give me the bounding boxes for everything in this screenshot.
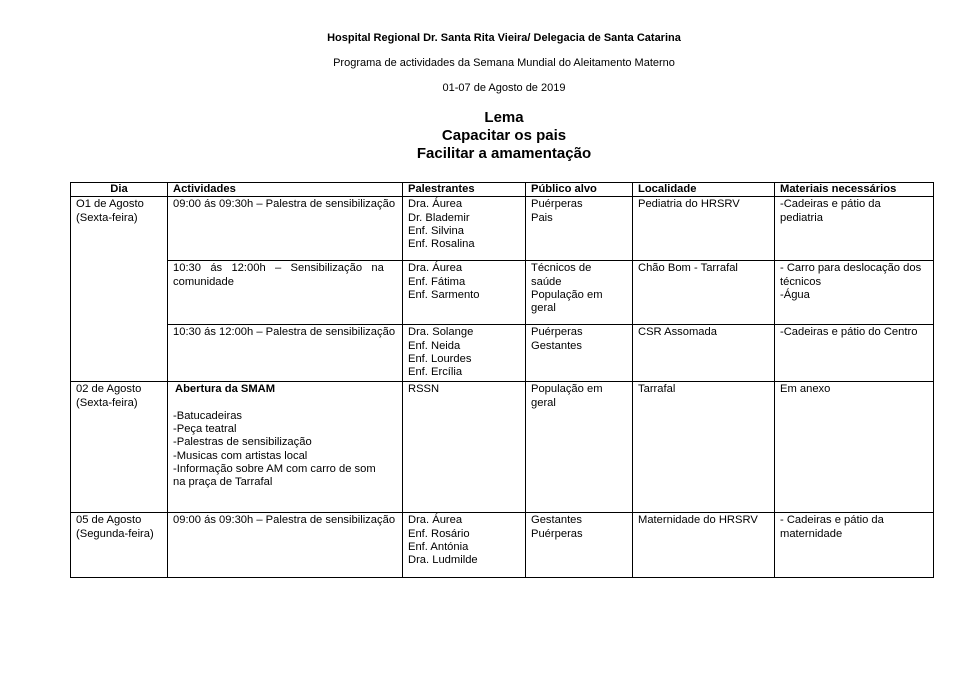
- location-cell: [633, 382, 775, 513]
- day-cell: [71, 513, 168, 578]
- materials-item: Em anexo: [780, 383, 831, 396]
- location-text: Maternidade do HRSRV: [638, 514, 758, 527]
- audience-item: Pais: [531, 211, 553, 224]
- program-dates: 01-07 de Agosto de 2019: [442, 82, 566, 94]
- materials-item: maternidade: [780, 527, 843, 540]
- audience-cell: [526, 197, 633, 261]
- speaker: Enf. Lourdes: [408, 352, 472, 365]
- institution-title: Hospital Regional Dr. Santa Rita Vieira/ Delegacia de Santa Catarina: [327, 32, 681, 44]
- program-title: Programa de actividades da Semana Mundial do Aleitamento Materno: [333, 57, 675, 69]
- activity-text: comunidade: [173, 275, 234, 288]
- activity-item: -Peça teatral: [173, 423, 237, 436]
- speaker: Enf. Rosário: [408, 527, 470, 540]
- day-date: 05 de Agosto: [76, 514, 142, 527]
- activity-cell: [168, 382, 403, 513]
- location-text: CSR Assomada: [638, 326, 717, 339]
- audience-item: População em: [531, 383, 603, 396]
- col-header-materials: Materiais necessários: [775, 183, 934, 197]
- day-weekday: (Sexta-feira): [76, 211, 138, 224]
- speaker: Dra. Ludmilde: [408, 554, 478, 567]
- materials-cell: [775, 197, 934, 261]
- speaker: Enf. Fátima: [408, 275, 466, 288]
- speakers-cell: [403, 261, 526, 325]
- col-header-day: Dia: [71, 183, 168, 197]
- activity-item: -Musicas com artistas local: [173, 449, 308, 462]
- speaker: Dra. Áurea: [408, 262, 463, 275]
- col-header-speakers: Palestrantes: [403, 183, 526, 197]
- activity-text: 10:30 ás 12:00h – Sensibilização na: [173, 262, 384, 275]
- activity-item: -Batucadeiras: [173, 409, 243, 422]
- audience-item: Puérperas: [531, 527, 583, 540]
- activity-cell: [168, 197, 403, 261]
- table-row: [71, 261, 934, 325]
- speaker: Enf. Ercília: [408, 366, 463, 379]
- activity-cell: [168, 513, 403, 578]
- materials-item: -Cadeiras e pátio do Centro: [780, 326, 918, 339]
- audience-item: Puérperas: [531, 198, 583, 211]
- audience-cell: [526, 325, 633, 382]
- materials-item: - Carro para deslocação dos: [780, 262, 922, 275]
- speakers-cell: [403, 197, 526, 261]
- table-row: [71, 513, 934, 578]
- audience-item: Técnicos de: [531, 262, 592, 275]
- location-cell: [633, 197, 775, 261]
- materials-cell: [775, 261, 934, 325]
- audience-item: Gestantes: [531, 339, 582, 352]
- location-cell: [633, 513, 775, 578]
- activity-title: Abertura da SMAM: [175, 383, 276, 396]
- materials-item: pediatria: [780, 211, 823, 224]
- materials-item: -Cadeiras e pátio da: [780, 198, 881, 211]
- speaker: Enf. Sarmento: [408, 288, 480, 301]
- audience-item: População em: [531, 288, 603, 301]
- location-cell: [633, 325, 775, 382]
- speaker: Dra. Solange: [408, 326, 474, 339]
- location-text: Pediatria do HRSRV: [638, 198, 740, 211]
- col-header-audience: Público alvo: [526, 183, 633, 197]
- audience-item: Gestantes: [531, 514, 582, 527]
- day-weekday: (Sexta-feira): [76, 396, 138, 409]
- location-text: Tarrafal: [638, 383, 676, 396]
- audience-item: Puérperas: [531, 326, 583, 339]
- materials-cell: [775, 382, 934, 513]
- table-row: [71, 325, 934, 382]
- activity-cell: [168, 261, 403, 325]
- day-weekday: (Segunda-feira): [76, 527, 154, 540]
- speakers-cell: [403, 513, 526, 578]
- day-date: O1 de Agosto: [76, 198, 144, 211]
- speaker: Dr. Blademir: [408, 211, 470, 224]
- materials-item: -Água: [780, 288, 810, 301]
- table-row: [71, 382, 934, 513]
- lema-line-2: Facilitar a amamentação: [416, 145, 592, 162]
- activities-table: [70, 182, 934, 578]
- col-header-activities: Actividades: [168, 183, 403, 197]
- materials-item: - Cadeiras e pátio da: [780, 514, 884, 527]
- speakers-cell: [403, 382, 526, 513]
- audience-cell: [526, 513, 633, 578]
- speaker: Enf. Rosalina: [408, 238, 475, 251]
- speaker: Enf. Silvina: [408, 224, 464, 237]
- table-header-row: [71, 183, 934, 197]
- day-cell: [71, 197, 168, 382]
- day-cell: [71, 382, 168, 513]
- location-cell: [633, 261, 775, 325]
- audience-cell: [526, 382, 633, 513]
- activity-text: 09:00 ás 09:30h – Palestra de sensibilização: [173, 198, 396, 211]
- audience-item: saúde: [531, 275, 562, 288]
- spacer: [173, 397, 397, 410]
- activity-cell: [168, 325, 403, 382]
- activity-item: -Informação sobre AM com carro de som: [173, 462, 376, 475]
- speaker: Dra. Áurea: [408, 198, 463, 211]
- activity-item: -Palestras de sensibilização: [173, 436, 312, 449]
- lema-line-1: Capacitar os pais: [441, 127, 567, 144]
- col-header-location: Localidade: [633, 183, 775, 197]
- materials-cell: [775, 325, 934, 382]
- speakers-cell: [403, 325, 526, 382]
- materials-cell: [775, 513, 934, 578]
- day-date: 02 de Agosto: [76, 383, 142, 396]
- audience-item: geral: [531, 302, 556, 315]
- activity-text: 10:30 ás 12:00h – Palestra de sensibilização: [173, 326, 396, 339]
- speaker: RSSN: [408, 383, 440, 396]
- speaker: Dra. Áurea: [408, 514, 463, 527]
- table-row: [71, 197, 934, 261]
- location-text: Chão Bom - Tarrafal: [638, 262, 738, 275]
- speaker: Enf. Neida: [408, 339, 461, 352]
- speaker: Enf. Antónia: [408, 541, 469, 554]
- activity-item: na praça de Tarrafal: [173, 476, 273, 489]
- materials-item: técnicos: [780, 275, 822, 288]
- activity-text: 09:00 ás 09:30h – Palestra de sensibilização: [173, 514, 396, 527]
- lema-heading: Lema: [484, 109, 524, 126]
- audience-item: geral: [531, 396, 556, 409]
- audience-cell: [526, 261, 633, 325]
